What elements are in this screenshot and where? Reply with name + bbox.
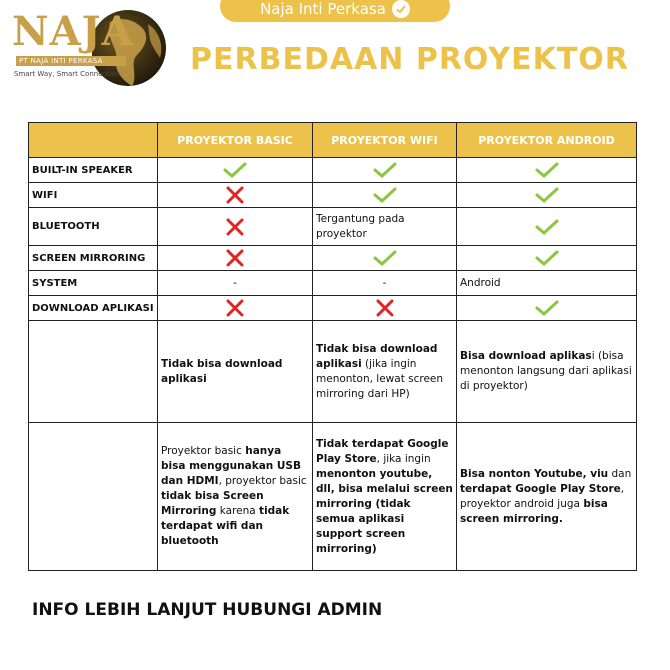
table-row [29, 271, 637, 296]
table-row [29, 246, 637, 271]
check-icon [372, 161, 398, 179]
cell-text: Android [457, 271, 637, 296]
footer-contact-text: INFO LEBIH LANJUT HUBUNGI ADMIN [32, 600, 383, 620]
cell-bold: tidak terdapat wifi dan bluetooth [161, 505, 290, 547]
feature-label: DOWNLOAD APLIKASI [29, 296, 158, 321]
feature-label: SCREEN MIRRORING [29, 246, 158, 271]
cell-bold: menonton youtube, dll, bisa melalui screen mirroring (tidak semua aplikasi support screen mirroring) [316, 467, 453, 555]
cell-mark [313, 183, 457, 208]
cell-mark [158, 183, 313, 208]
cell-mark [313, 158, 457, 183]
check-icon [534, 218, 560, 236]
logo-tagline: Smart Way, Smart Connection [14, 70, 120, 78]
feature-label: BLUETOOTH [29, 208, 158, 246]
cell-span: , proyektor android juga [460, 482, 625, 510]
cell-mark [313, 246, 457, 271]
cell-span: (jika ingin menonton, lewat screen mirroring dari HP) [316, 357, 444, 400]
check-icon [534, 249, 560, 267]
feature-label [29, 321, 158, 423]
check-icon [534, 161, 560, 179]
table-row [29, 296, 637, 321]
header-feature [29, 123, 158, 158]
cell-bold: Tidak bisa download aplikasi [316, 342, 438, 370]
cell-text [457, 423, 637, 571]
cell-text: - [158, 271, 313, 296]
table-row [29, 158, 637, 183]
cell-bold: tidak bisa Screen Mirroring [161, 490, 264, 517]
logo-company-name: PT NAJA INTI PERKASA [16, 56, 126, 66]
cell-span: karena [216, 505, 260, 517]
cell-mark [313, 296, 457, 321]
cell-text [457, 321, 637, 423]
cell-text [158, 423, 313, 571]
cell-mark [158, 246, 313, 271]
cell-text: - [313, 271, 457, 296]
feature-label: WIFI [29, 183, 158, 208]
cell-mark [457, 296, 637, 321]
cell-span: dan [608, 467, 632, 480]
check-icon [222, 161, 248, 179]
cross-icon [222, 186, 248, 204]
cell-text [158, 321, 313, 423]
check-icon [372, 186, 398, 204]
cell-bold: Bisa download aplikas [460, 350, 592, 362]
table-row [29, 183, 637, 208]
cell-span: , proyektor basic [218, 475, 307, 487]
check-icon [372, 249, 398, 267]
feature-label [29, 423, 158, 571]
check-icon [534, 186, 560, 204]
header-basic: PROYEKTOR BASIC [158, 123, 313, 158]
table-row [29, 208, 637, 246]
cell-bold: bisa screen mirroring. [460, 497, 608, 525]
cross-icon [372, 299, 398, 317]
cell-mark [158, 208, 313, 246]
cell-bold: hanya bisa menggunakan USB dan HDMI [161, 445, 302, 487]
page-title: PERBEDAAN PROYEKTOR [190, 42, 629, 77]
cell-span: i (bisa menonton langsung dari aplikasi di proyektor) [460, 350, 632, 392]
cell-bold: Tidak terdapat Google Play Store [316, 437, 449, 465]
cross-icon [222, 218, 248, 236]
company-logo [8, 0, 173, 100]
cross-icon [222, 299, 248, 317]
table-row [29, 423, 637, 571]
cell-mark [457, 246, 637, 271]
cell-mark [158, 296, 313, 321]
cell-bold: terdapat Google Play Store [460, 482, 621, 495]
comparison-table [28, 122, 637, 571]
cell-text: Tergantung pada proyektor [313, 208, 457, 246]
cell-span: , jika ingin [376, 452, 431, 465]
logo-word: NAJA [12, 8, 134, 55]
cell-mark [158, 158, 313, 183]
check-icon [534, 299, 560, 317]
cell-mark [457, 183, 637, 208]
feature-label: BUILT-IN SPEAKER [29, 158, 158, 183]
brand-pill-text: Naja Inti Perkasa [260, 0, 386, 18]
table-row [29, 321, 637, 423]
table-header-row [29, 123, 637, 158]
cell-mark [457, 158, 637, 183]
cross-icon [222, 249, 248, 267]
header-android: PROYEKTOR ANDROID [457, 123, 637, 158]
header-wifi: PROYEKTOR WIFI [313, 123, 457, 158]
cell-text [313, 321, 457, 423]
cell-mark [457, 208, 637, 246]
cell-bold: Bisa nonton Youtube, viu [460, 467, 609, 480]
cell-span: Proyektor basic [161, 445, 246, 457]
brand-pill [220, 0, 450, 22]
verified-check-icon [392, 0, 410, 18]
cell-text [313, 423, 457, 571]
cell-bold: Tidak bisa download aplikasi [161, 357, 283, 385]
feature-label: SYSTEM [29, 271, 158, 296]
